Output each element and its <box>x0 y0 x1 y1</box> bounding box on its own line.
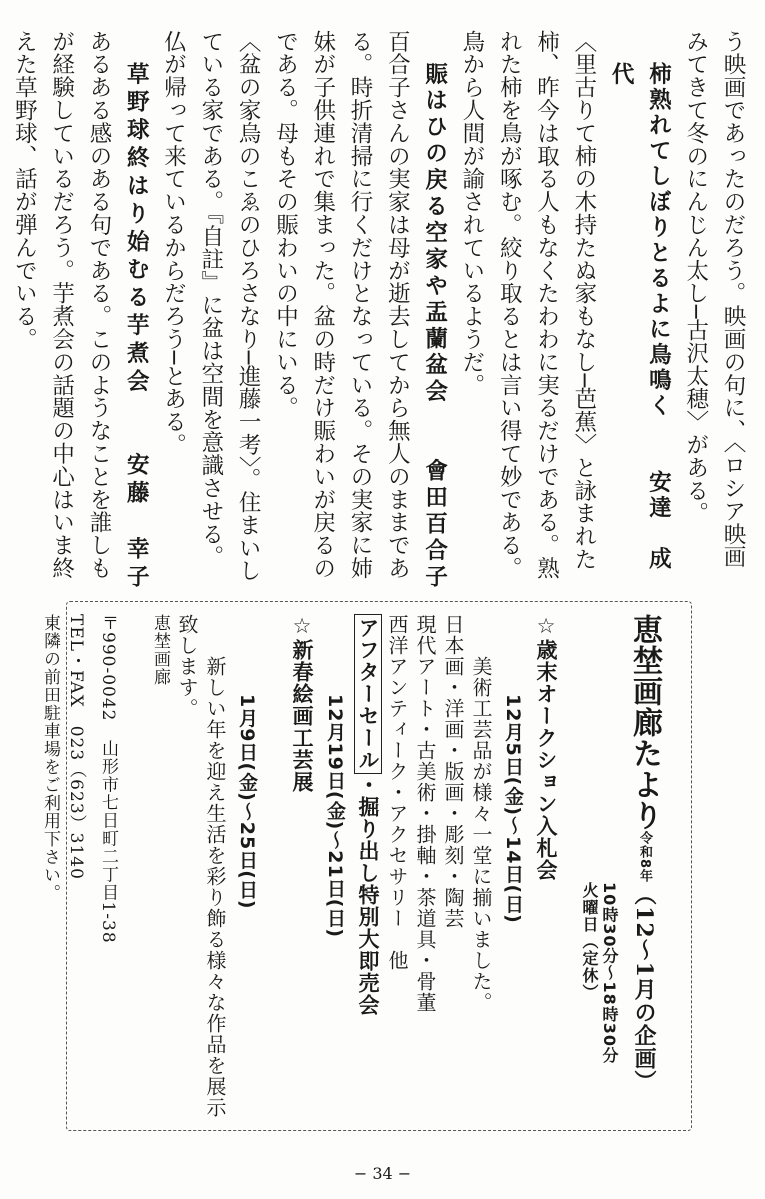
phone-line: TEL・FAX 023（623）3140 <box>66 614 86 880</box>
hours-text: 10時30分〜18時30分 <box>600 882 619 1065</box>
haiku-author: 安藤 幸子 <box>123 452 150 591</box>
event1-line: 美術工芸品が様々一堂に揃いました。 <box>469 656 493 1013</box>
page-number: − 34 − <box>353 1164 412 1183</box>
sale-heading-rest: ・掘り出し特別大即売会 <box>356 774 380 1016</box>
essay-paragraph: 百合子さんの実家は母が逝去してから無人のままである。時折清掃に行くだけとなっている。その実家に姉妹が子供連れで集まった。盆の時だけ賑わいが戻るのである。母もその賑わいの中にいる。 <box>272 30 411 580</box>
haiku-author: 安達 成代 <box>608 62 672 572</box>
haiku-line <box>602 30 677 590</box>
gallery-news-content <box>40 614 691 1124</box>
haiku-line <box>117 30 154 590</box>
event2-dates: 1月9日(金)〜25日(日) <box>236 694 258 910</box>
essay-paragraph: 〈盆の家烏のこゑのひろさなり─進藤一考〉。住まいしている家である。『自註』に盆は空間を意識させる。仏が帰って来ているからだろう─とある。 <box>160 30 262 583</box>
event1-line: 西洋アンティーク・アクセサリー 他 <box>385 614 409 971</box>
essay-paragraph: う映画であったのだろう。映画の句に、〈ロシア映画みてきて冬のにんじん太し─古沢太穂〉がある。 <box>682 30 746 569</box>
haiku-text: 柿熟れてしぼりとるよに鳥鳴く <box>645 62 672 419</box>
sale-heading <box>353 614 383 1124</box>
event1-dates: 12月5日(金)〜14日(日) <box>502 694 524 924</box>
era-note: 令和8年 <box>637 831 652 884</box>
essay-paragraph: 〈里古りて柿の木持たぬ家もなし─芭蕉〉と詠まれた柿、昨今は取る人もなくたわわに実るだけである。熟れた柿を鳥が啄む。絞り取るとは言い得て妙である。鳥から人間が諭されているようだ。 <box>458 30 597 580</box>
gallery-title: 恵埜画廊たより <box>627 614 662 831</box>
sale-badge: アフターセール <box>354 614 382 774</box>
event1-line: 日本画・洋画・版画・彫刻・陶芸 <box>441 614 465 929</box>
haiku-author: 會田百合子 <box>421 458 448 591</box>
essay-paragraph: あるある感のある句である。このようなことを誰しもが経験しているだろう。芋煮会の話題の中心はいま終えた草野球、話が弾んでいる。 <box>11 30 112 580</box>
haiku-text: 賑はひの戻る空家や盂蘭盆会 <box>421 62 448 406</box>
event2-heading: ☆新春絵画工芸展 <box>290 614 314 793</box>
closed-day: 火曜日（定休） <box>580 882 599 1001</box>
gallery-title-line <box>625 614 663 1124</box>
haiku-text: 草野球終はり始むる芋煮会 <box>123 62 150 397</box>
address-line: 〒990-0042 山形市七日町二丁目1-38 <box>98 614 118 944</box>
haiku-line <box>415 30 452 590</box>
event2-line: 新しい年を迎え生活を彩り飾る様々な作品を展示 <box>203 656 227 1118</box>
parking-line: 東隣の前田駐車場をご利用下さい。 <box>40 614 60 902</box>
sale-dates: 12月19日(金)〜21日(日) <box>324 694 346 939</box>
event1-heading: ☆歳末オークション入札会 <box>534 614 558 881</box>
gallery-name: 恵埜画廊 <box>150 614 170 686</box>
opening-hours <box>579 614 619 1124</box>
gallery-news-box <box>40 601 692 1131</box>
gallery-subtitle: （12〜1月の企画） <box>631 883 657 1093</box>
essay-body <box>11 30 751 591</box>
event2-line: 致します。 <box>175 614 199 719</box>
event1-line: 現代アート・古美術・掛軸・茶道具・骨董 <box>413 614 437 1013</box>
